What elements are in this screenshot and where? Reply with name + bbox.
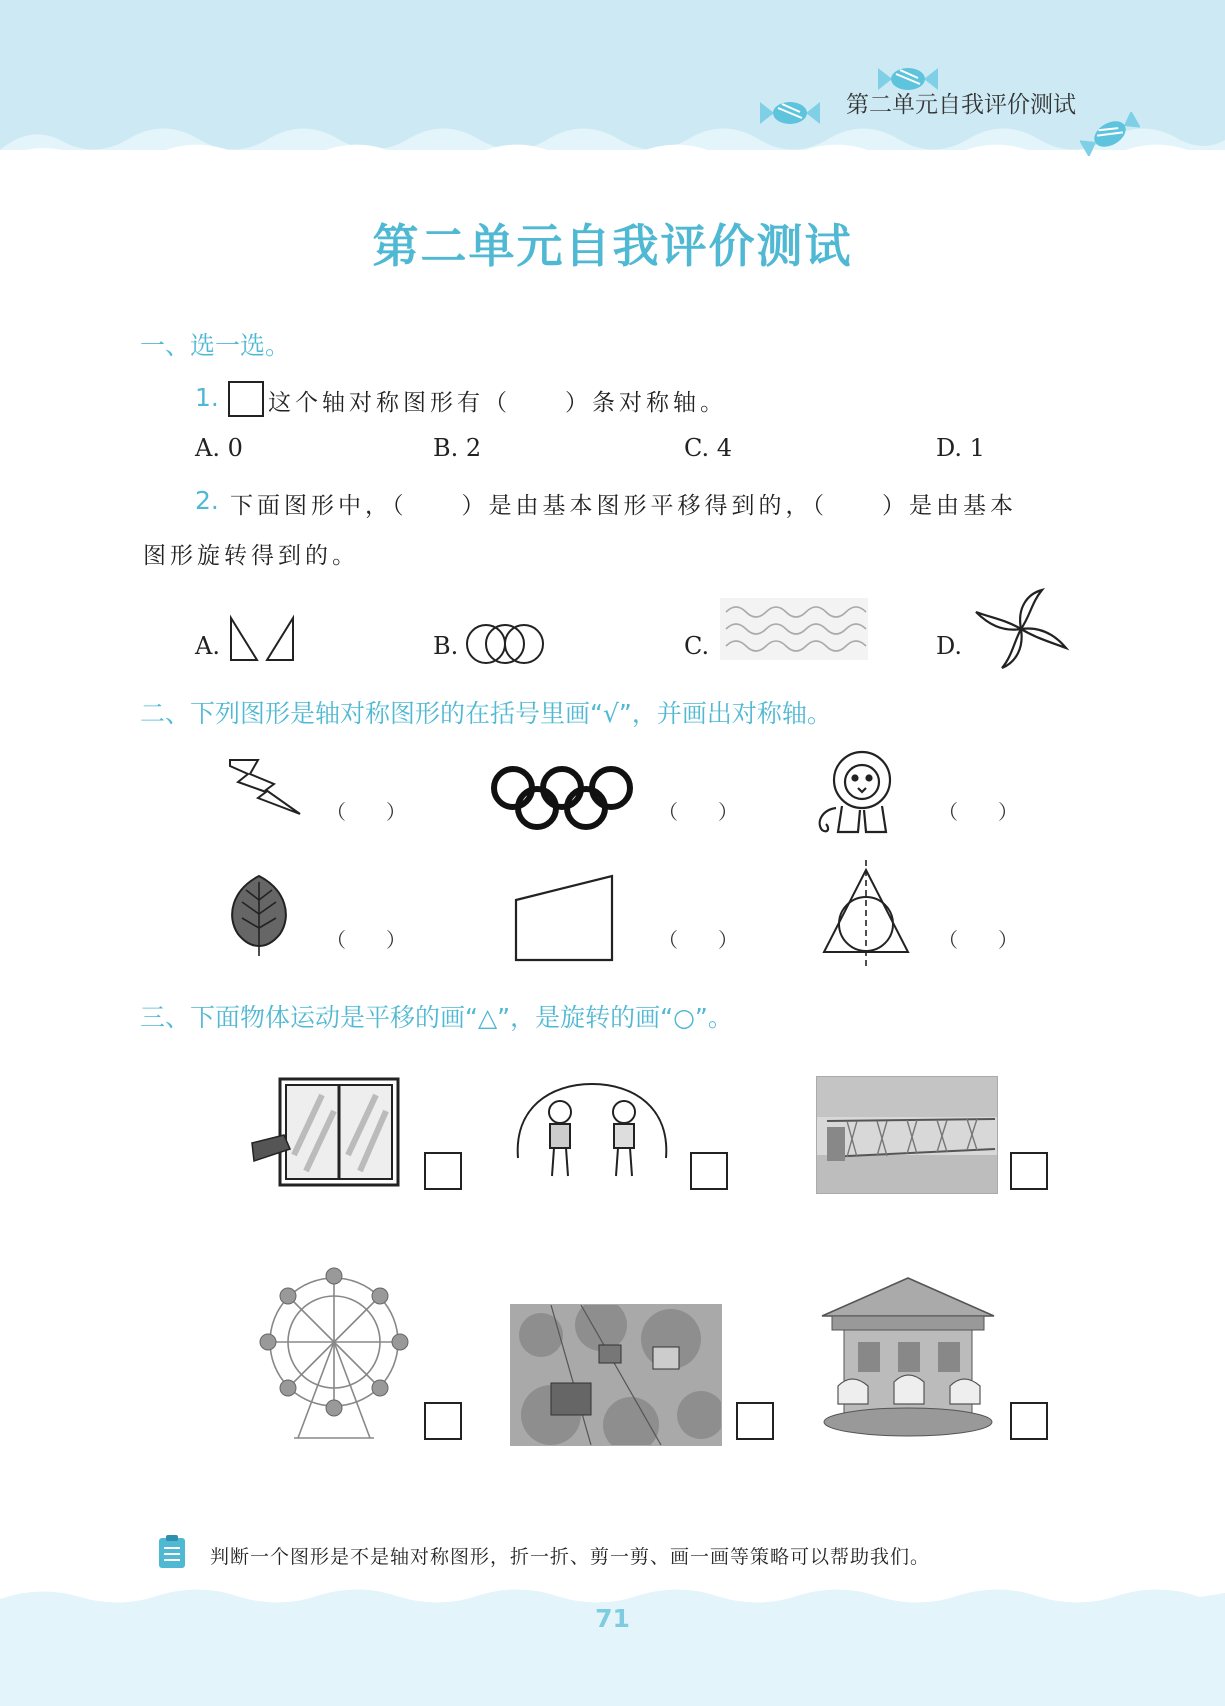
triangle-circle-icon [820,860,912,970]
answer-parens: （ ） [938,800,1018,824]
lightning-bolt-icon [228,756,304,818]
option-label-d: D. [936,632,963,660]
leaf-icon [224,872,294,958]
answer-box[interactable] [424,1152,462,1190]
jump-rope-image [510,1078,674,1184]
three-rings-icon [464,622,546,666]
square-shape-icon [228,381,264,417]
running-title: 第二单元自我评价测试 [846,92,1076,118]
option-d: D. 1 [936,434,985,462]
option-a: A. 0 [195,434,243,462]
section-heading-1: 一、选一选。 [140,331,291,360]
section-heading-2: 二、下列图形是轴对称图形的在括号里画“√”，并画出对称轴。 [140,699,832,728]
answer-box[interactable] [424,1402,462,1440]
trapezoid-shape-icon [512,872,616,964]
sliding-window-image [250,1075,402,1189]
section-heading-3: 三、下面物体运动是平移的画“△”，是旋转的画“○”。 [140,1003,733,1032]
cable-car-photo [510,1304,722,1446]
clipboard-icon [156,1534,188,1570]
answer-box[interactable] [1010,1402,1048,1440]
candy-icon [1080,112,1140,156]
candy-icon [760,96,820,130]
option-label-c: C. [684,632,710,660]
answer-box[interactable] [1010,1152,1048,1190]
question-text-line2: 图形旋转得到的。 [143,543,359,569]
answer-box[interactable] [736,1402,774,1440]
option-c: C. 4 [684,434,733,462]
option-label-a: A. [195,632,220,660]
question-text-line1: 下面图形中，（ ）是由基本图形平移得到的，（ ）是由基本 [230,493,1017,519]
ferris-wheel-image [254,1262,414,1440]
answer-box[interactable] [690,1152,728,1190]
answer-parens: （ ） [658,800,738,824]
tip-text: 判断一个图形是不是轴对称图形，折一折、剪一剪、画一画等策略可以帮助我们。 [210,1546,931,1568]
answer-parens: （ ） [326,800,406,824]
question-number: 2. [195,486,219,515]
question-number: 1. [195,383,219,412]
triangles-translation-icon [225,614,297,664]
olympic-rings-icon [486,766,638,830]
question-text: 这个轴对称图形有（ ）条对称轴。 [268,390,727,416]
retractable-gate-photo [816,1076,998,1194]
answer-parens: （ ） [938,928,1018,952]
pattern-tile-icon [720,598,868,660]
option-b: B. 2 [433,434,482,462]
carousel-image [818,1276,998,1440]
answer-parens: （ ） [326,928,406,952]
answer-parens: （ ） [658,928,738,952]
lion-icon [810,748,914,836]
page-title: 第二单元自我评价测试 [372,219,853,273]
page-number: 71 [595,1604,630,1633]
pinwheel-icon [972,586,1070,672]
option-label-b: B. [433,632,459,660]
